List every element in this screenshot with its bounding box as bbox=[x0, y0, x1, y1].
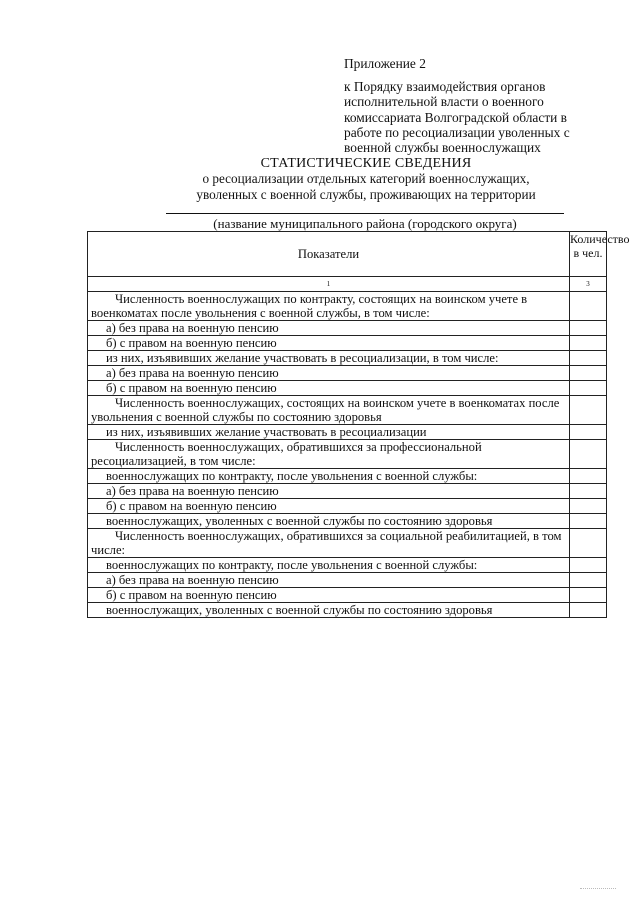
column-number-1: 1 bbox=[88, 277, 570, 292]
row-indicator-text: а) без права на военную пенсию bbox=[88, 366, 570, 381]
municipality-name-line bbox=[166, 213, 564, 214]
municipality-name-caption: (название муниципального района (городского округа) bbox=[213, 216, 517, 231]
table-row bbox=[88, 336, 607, 351]
table-row bbox=[88, 529, 607, 558]
table-row bbox=[88, 321, 607, 336]
row-indicator-text: б) с правом на военную пенсию bbox=[88, 499, 570, 514]
row-indicator-text: военнослужащих по контракту, после увольнения с военной службы: bbox=[88, 558, 570, 573]
appendix-text: к Порядку взаимодействия органов исполнительной власти о военного комиссариата Волгоградской области в работе по ресоциализации уволенных с военной службы военнослужащих bbox=[344, 79, 570, 156]
table-row bbox=[88, 573, 607, 588]
header-indicators: Показатели bbox=[88, 232, 570, 277]
row-indicator-text: военнослужащих, уволенных с военной службы по состоянию здоровья bbox=[88, 514, 570, 529]
table-row bbox=[88, 425, 607, 440]
row-quantity-cell[interactable] bbox=[570, 469, 607, 484]
table-row bbox=[88, 381, 607, 396]
row-quantity-cell[interactable] bbox=[570, 292, 607, 321]
table-row bbox=[88, 484, 607, 499]
row-quantity-cell[interactable] bbox=[570, 440, 607, 469]
table-row bbox=[88, 351, 607, 366]
row-quantity-cell[interactable] bbox=[570, 336, 607, 351]
table-row bbox=[88, 514, 607, 529]
row-indicator-text: а) без права на военную пенсию bbox=[88, 573, 570, 588]
table-header-row bbox=[88, 232, 607, 277]
table-body bbox=[88, 292, 607, 618]
table-row bbox=[88, 292, 607, 321]
subtitle-line-1: о ресоциализации отдельных категорий военнослужащих, bbox=[202, 171, 530, 186]
row-indicator-text: б) с правом на военную пенсию bbox=[88, 336, 570, 351]
document-title: СТАТИСТИЧЕСКИЕ СВЕДЕНИЯ bbox=[260, 156, 472, 171]
appendix-label: Приложение 2 bbox=[344, 56, 426, 71]
row-indicator-text: военнослужащих по контракту, после увольнения с военной службы: bbox=[88, 469, 570, 484]
row-quantity-cell[interactable] bbox=[570, 499, 607, 514]
row-indicator-text: военнослужащих, уволенных с военной службы по состоянию здоровья bbox=[88, 603, 570, 618]
row-quantity-cell[interactable] bbox=[570, 366, 607, 381]
table-row bbox=[88, 558, 607, 573]
row-indicator-text: а) без права на военную пенсию bbox=[88, 321, 570, 336]
row-indicator-text: из них, изъявивших желание участвовать в ресоциализации bbox=[88, 425, 570, 440]
table-row bbox=[88, 469, 607, 484]
row-quantity-cell[interactable] bbox=[570, 603, 607, 618]
row-quantity-cell[interactable] bbox=[570, 351, 607, 366]
row-indicator-text: Численность военнослужащих, обратившихся за профессиональной ресоциализацией, в том числе: bbox=[88, 440, 570, 469]
row-indicator-text: Численность военнослужащих, состоящих на воинском учете в военкоматах после увольнения с военной службы по состоянию здоровья bbox=[88, 396, 570, 425]
row-quantity-cell[interactable] bbox=[570, 396, 607, 425]
row-indicator-text: из них, изъявивших желание участвовать в ресоциализации, в том числе: bbox=[88, 351, 570, 366]
row-indicator-text: Численность военнослужащих, обратившихся за социальной реабилитацией, в том числе: bbox=[88, 529, 570, 558]
subtitle-line-2: уволенных с военной службы, проживающих на территории bbox=[196, 186, 536, 202]
row-quantity-cell[interactable] bbox=[570, 573, 607, 588]
document-subtitle bbox=[0, 171, 640, 202]
table-row bbox=[88, 396, 607, 425]
column-number-row bbox=[88, 277, 607, 292]
table-row bbox=[88, 499, 607, 514]
appendix-block bbox=[344, 56, 604, 155]
row-quantity-cell[interactable] bbox=[570, 588, 607, 603]
header-quantity: Количество в чел. bbox=[570, 232, 607, 277]
row-quantity-cell[interactable] bbox=[570, 514, 607, 529]
table-row bbox=[88, 366, 607, 381]
scan-artifact bbox=[580, 888, 616, 891]
row-quantity-cell[interactable] bbox=[570, 529, 607, 558]
row-quantity-cell[interactable] bbox=[570, 425, 607, 440]
row-quantity-cell[interactable] bbox=[570, 321, 607, 336]
statistics-table bbox=[87, 231, 630, 618]
column-number-3: 3 bbox=[570, 277, 607, 292]
table-row bbox=[88, 588, 607, 603]
table-row bbox=[88, 440, 607, 469]
row-indicator-text: б) с правом на военную пенсию bbox=[88, 588, 570, 603]
row-quantity-cell[interactable] bbox=[570, 558, 607, 573]
row-indicator-text: а) без права на военную пенсию bbox=[88, 484, 570, 499]
row-quantity-cell[interactable] bbox=[570, 381, 607, 396]
table-row bbox=[88, 603, 607, 618]
row-indicator-text: б) с правом на военную пенсию bbox=[88, 381, 570, 396]
row-indicator-text: Численность военнослужащих по контракту, состоящих на воинском учете в военкоматах после увольнения с военной службы, в том числе: bbox=[88, 292, 570, 321]
row-quantity-cell[interactable] bbox=[570, 484, 607, 499]
